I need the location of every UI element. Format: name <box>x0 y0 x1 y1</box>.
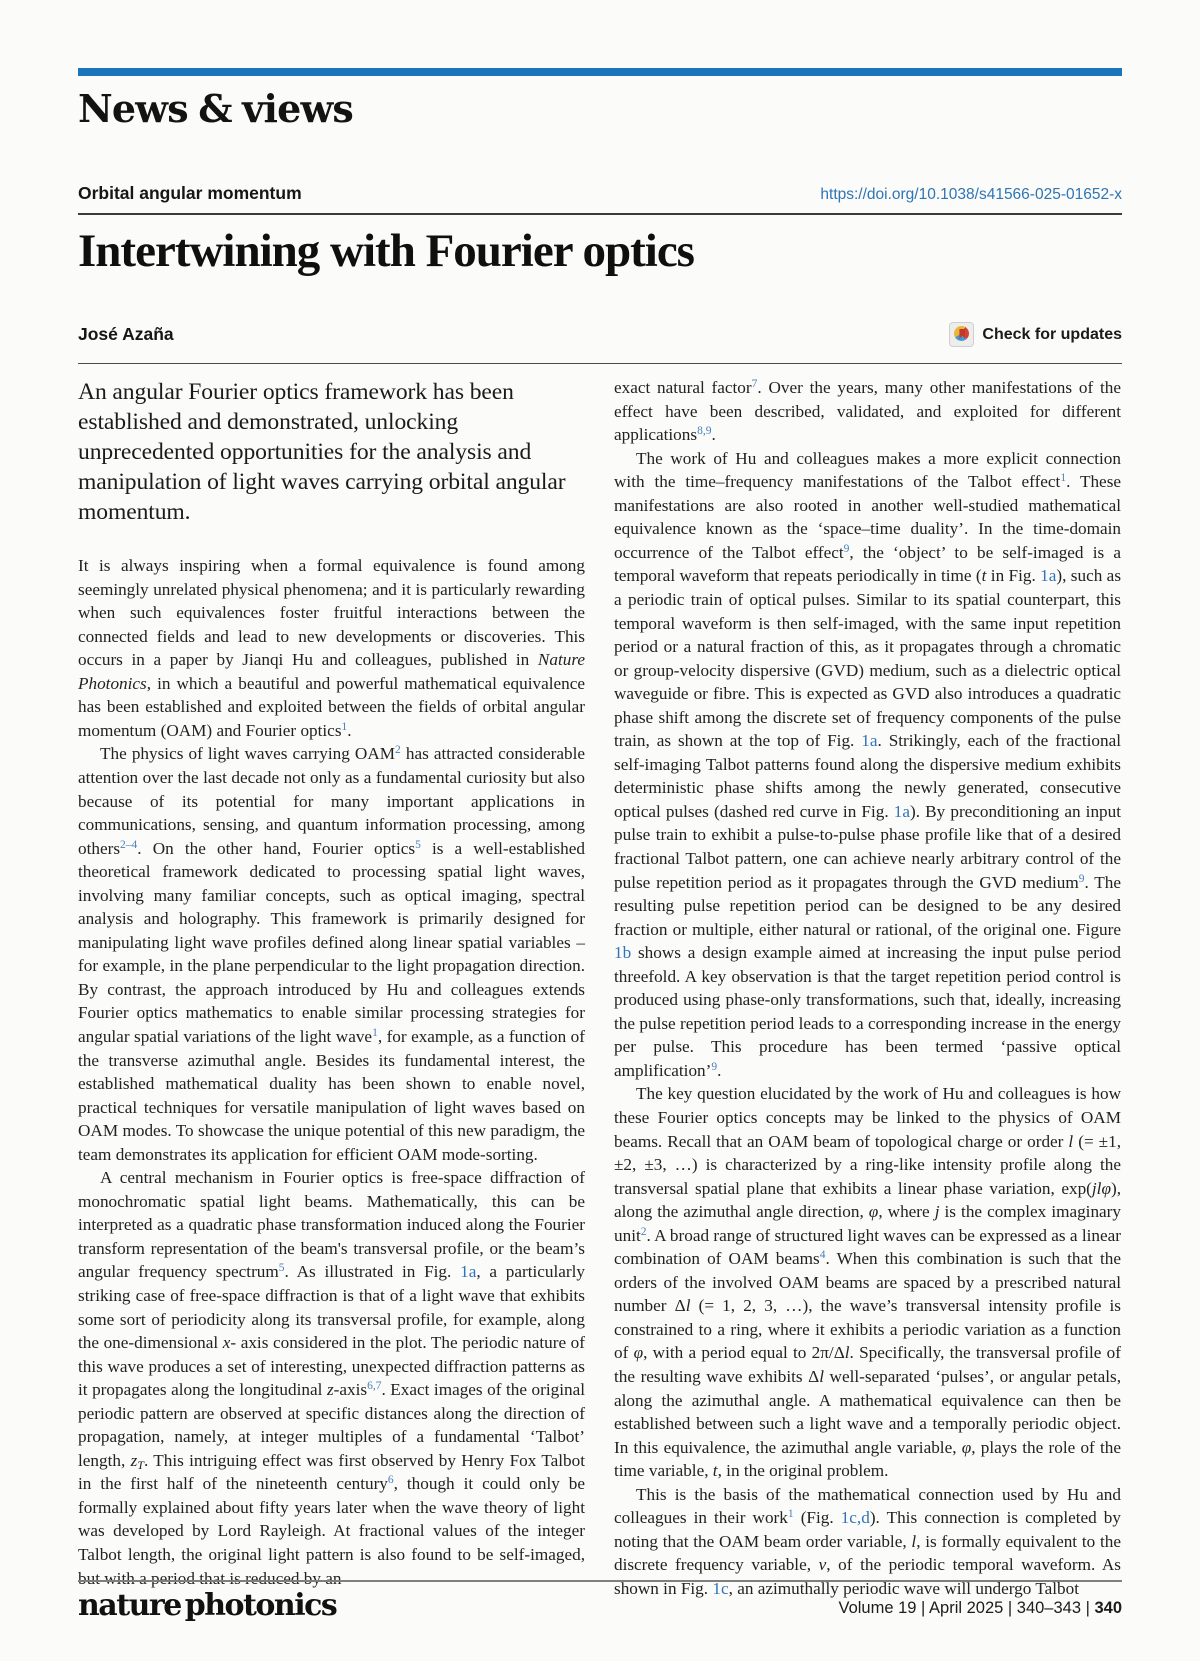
article-paragraph <box>78 742 585 1166</box>
italic-text: l <box>911 1531 917 1551</box>
text-run: (= ±1, ±2, ±3, …) is characterized by a ring-like intensity profile along the transversal spatial plane that exhibits a linear phase variation, exp( <box>614 1131 1121 1198</box>
text-run: A central mechanism in Fourier optics is free-space diffraction of monochromatic spatial light beams. Mathematically, this can be interpreted as a quadratic phase transformation induced along the Fourier transform representation of the beam's transversal profile, or the beam’s angular frequency spectrum <box>78 1168 585 1282</box>
author-row <box>78 322 1122 347</box>
column-right <box>614 376 1121 1600</box>
italic-text: φ <box>868 1202 879 1222</box>
reference-link[interactable]: 2 <box>395 744 401 757</box>
figure-link[interactable]: 1a <box>861 731 878 751</box>
text-run: . The resulting pulse repetition period can be designed to be any desired fraction or multiple, either natural or rational, of the original one. Figure <box>614 872 1121 939</box>
italic-text: z <box>130 1450 138 1470</box>
section-title: News & views <box>78 86 353 131</box>
text-run: The key question elucidated by the work of Hu and colleagues is how these Fourier optics concepts may be linked to the physics of OAM beams. Recall that an OAM beam of topological charge or order <box>614 1084 1121 1151</box>
text-run: , the ‘object’ to be self-imaged is a temporal waveform that repeats periodically in time ( <box>614 542 1122 586</box>
text-run: ), such as a periodic train of optical pulses. Similar to its spatial counterpart, this temporal waveform is then self-imaged, with the same input repetition period or a natural fraction of this, as it propagates through a chromatic or group-velocity dispersive (GVD) medium, such as a dielectric optical waveguide or fibre. This is expected as GVD also introduces a quadratic phase shift among the discrete set of frequency components of the pulse train, as shown at the top of Fig. <box>614 566 1122 751</box>
article-paragraph <box>614 447 1121 1083</box>
text-run: . A broad range of structured light waves can be expressed as a linear combination of OAM beams <box>614 1225 1121 1269</box>
text-run: , is formally equivalent to the discrete frequency variable, <box>614 1531 1121 1575</box>
journal-logo: nature photonics <box>78 1588 337 1623</box>
reference-link[interactable]: 7 <box>751 378 758 391</box>
text-run: well-separated ‘pulses’, or angular petals, along the azimuthal angle. A mathematical equivalence can then be established between such a light wave and a temporally periodic object. In this equivalence, the azimuthal angle variable, <box>614 1367 1121 1457</box>
article-body <box>78 376 1122 1600</box>
text-run: It is always inspiring when a formal equivalence is found among seemingly unrelated physical phenomena; and it is particularly rewarding when such equivalences foster fruitful interactions between the connected fields and lead to new developments or discoveries. This occurs in a paper by Jianqi Hu and colleagues, published in <box>78 556 585 670</box>
text-run: , in the original problem. <box>717 1461 889 1481</box>
reference-link[interactable]: 1 <box>341 720 348 733</box>
text-run: The physics of light waves carrying OAM <box>100 744 396 764</box>
reference-link[interactable]: 6,7 <box>367 1380 382 1393</box>
reference-link[interactable]: 1 <box>787 1508 794 1521</box>
italic-text: l <box>1068 1131 1074 1151</box>
author-name: José Azaña <box>78 324 174 345</box>
italic-text: l <box>844 1343 850 1363</box>
subject-label: Orbital angular momentum <box>78 183 302 203</box>
text-run: . Over the years, many other manifestations of the effect have been described, validated, and exploited for different applications <box>614 378 1121 445</box>
text-run: -axis <box>333 1380 368 1400</box>
masthead-accent-bar <box>78 68 1122 76</box>
text-run: in Fig. <box>986 566 1041 586</box>
text-run: (Fig. <box>793 1508 841 1528</box>
figure-link[interactable]: 1a <box>893 801 911 821</box>
check-for-updates-label: Check for updates <box>982 325 1122 343</box>
page-number: 340 <box>1094 1599 1122 1617</box>
standfirst: An angular Fourier optics framework has been established and demonstrated, unlocking unprecedented opportunities for the analysis and manipulation of light waves carrying orbital angular momentum. <box>78 379 566 526</box>
text-run: , a particularly striking case of free-space diffraction is that of a light wave that exhibits some sort of periodicity along its transversal profile, for example, along the one-dimensional <box>78 1262 585 1353</box>
text-run: . Strikingly, each of the fractional self-imaging Talbot patterns found along the dispersive medium exhibits deterministic phase shifts among the newly generated, consecutive optical pulses (dashed red curve in Fig. <box>614 731 1121 821</box>
article-paragraph <box>78 554 585 742</box>
text-run: The work of Hu and colleagues makes a more explicit connection with the time–frequency manifestations of the Talbot effect <box>614 448 1121 492</box>
reference-link[interactable]: 2 <box>640 1225 647 1238</box>
text-run: , an azimuthally periodic wave will undergo Talbot <box>728 1578 1080 1598</box>
author-rule <box>78 363 1122 364</box>
figure-link[interactable]: 1a <box>460 1262 477 1282</box>
text-run: , in which a beautiful and powerful mathematical equivalence has been established and exploited between the fields of orbital angular momentum (OAM) and Fourier optics <box>78 673 585 740</box>
reference-link[interactable]: 1 <box>1060 472 1067 485</box>
figure-link[interactable]: 1a <box>1040 566 1057 586</box>
text-run: is the complex imaginary unit <box>614 1202 1121 1245</box>
text-run: ). By preconditioning an input pulse train to exhibit a pulse-to-pulse phase profile like that of a desired fractional Talbot pattern, one can achieve nearly arbitrary control of the pulse repetition period as it propagates through the GVD medium <box>614 801 1122 892</box>
text-run: ), along the azimuthal angle direction, <box>614 1178 1121 1222</box>
italic-text: l <box>685 1296 691 1316</box>
footer-rule <box>78 1580 1122 1582</box>
text-run: , where <box>878 1202 935 1222</box>
reference-link[interactable]: 5 <box>278 1262 285 1275</box>
text-run: , for example, as a function of the transverse azimuthal angle. Besides its fundamental interest, the established mathematical duality has been shown to enable novel, practical techniques for versatile manipulation of light waves based on OAM modes. To showcase the unique potential of this new paradigm, the team demonstrates its application for efficient OAM mode-sorting. <box>78 1026 585 1164</box>
crossmark-icon <box>949 322 974 347</box>
reference-link[interactable]: 9 <box>1078 872 1085 885</box>
article-paragraph <box>78 1166 585 1590</box>
text-run: . This intriguing effect was first observed by Henry Fox Talbot in the first half of the nineteenth century <box>78 1450 585 1494</box>
text-run: , though it could only be formally explained about fifty years later when the wave theory of light was developed by Lord Rayleigh. At fractional values of the integer Talbot length, the original light pattern is also found to be self-imaged, but with a period that is reduced by an <box>78 1474 585 1588</box>
italic-text: φ <box>633 1343 644 1363</box>
text-run: . <box>717 1060 722 1080</box>
italic-text: ν <box>818 1555 827 1575</box>
column-right-paragraphs <box>614 376 1121 1600</box>
doi-link[interactable]: https://doi.org/10.1038/s41566-025-01652-x <box>820 186 1122 203</box>
figure-link[interactable]: 1c,d <box>840 1508 870 1528</box>
text-run: has attracted considerable attention over the last decade not only as a fundamental curiosity but also because of its potential for many important applications in communications, sensing, and quantum information processing, among others <box>78 744 585 858</box>
text-run: is a well-established theoretical framework dedicated to processing spatial light waves, involving many familiar concepts, such as optical imaging, spectral analysis and holography. This framework is primarily designed for manipulating light wave profiles defined along linear spatial variables – for example, in the plane perpendicular to the light propagation direction. By contrast, the approach introduced by Hu and colleagues extends Fourier optics mathematics to enable similar processing strategies for angular spatial variations of the light wave <box>78 838 585 1046</box>
text-run: ). This connection is completed by noting that the OAM beam order variable, <box>614 1508 1121 1551</box>
text-run: This is the basis of the mathematical connection used by Hu and colleagues in their work <box>614 1484 1121 1528</box>
figure-link[interactable]: 1b <box>614 943 632 963</box>
article-paragraph <box>614 376 1121 447</box>
subject-row <box>78 183 1122 204</box>
italic-text: z <box>326 1380 334 1400</box>
italic-text: t <box>981 566 987 586</box>
column-left-paragraphs <box>78 554 585 1590</box>
text-run: exact natural factor <box>614 378 752 398</box>
italic-text: Nature Photonics <box>78 650 585 693</box>
text-run: . <box>347 720 352 740</box>
text-run: . When this combination is such that the orders of the involved OAM beams are spaced by a prescribed natural number Δ <box>614 1249 1121 1316</box>
text-run: . Specifically, the transversal profile of the resulting wave exhibits Δ <box>614 1343 1121 1387</box>
header-rule <box>78 213 1122 215</box>
italic-text: t <box>712 1461 718 1481</box>
reference-link[interactable]: 4 <box>819 1249 826 1262</box>
text-run: , with a period equal to 2π/Δ <box>643 1343 845 1363</box>
text-run: (= 1, 2, 3, …), the wave’s transversal intensity profile is constrained to a ring, where it exhibits a periodic variation as a function of <box>614 1296 1121 1363</box>
text-run: , plays the role of the time variable, <box>614 1437 1121 1481</box>
reference-link[interactable]: 9 <box>843 542 850 555</box>
italic-text: l <box>819 1367 824 1387</box>
check-for-updates-button[interactable] <box>949 322 1122 347</box>
article-page <box>0 68 1200 1600</box>
text-run: . Exact images of the original periodic pattern are observed at specific distances along the direction of propagation, namely, at integer multiples of a fundamental ‘Talbot’ length, <box>78 1380 585 1470</box>
column-left <box>78 376 585 1600</box>
italic-text: x <box>222 1333 231 1353</box>
italic-text: j <box>934 1202 940 1222</box>
text-run: . These manifestations are also rooted in another well-studied mathematical equivalence known as the ‘space–time duality’. In the time-domain occurrence of the Talbot effect <box>614 472 1122 562</box>
text-run: , of the periodic temporal waveform. As shown in Fig. <box>614 1555 1121 1598</box>
figure-link[interactable]: 1c <box>712 1578 729 1598</box>
reference-link[interactable]: 2–4 <box>120 838 138 851</box>
text-run: - axis considered in the plot. The periodic nature of this wave produces a set of interesting, unexpected diffraction patterns as it propagates along the longitudinal <box>78 1333 585 1400</box>
reference-link[interactable]: 5 <box>415 838 421 851</box>
text-run: shows a design example aimed at increasing the input pulse period threefold. A key observation is that the target repetition period control is produced using phase-only transformations, such that, ideally, increasing the pulse repetition period leads to a corresponding increase in the energy per pulse. This procedure has been termed ‘passive optical amplification’ <box>614 943 1121 1080</box>
reference-link[interactable]: 1 <box>372 1026 378 1039</box>
issue-info <box>839 1599 1123 1618</box>
article-title: Intertwining with Fourier optics <box>78 225 694 277</box>
text-run: . On the other hand, Fourier optics <box>137 838 416 858</box>
reference-link[interactable]: 8,9 <box>697 425 712 438</box>
article-paragraph <box>614 1082 1121 1482</box>
reference-link[interactable]: 9 <box>711 1060 718 1073</box>
page-footer <box>78 1580 1122 1621</box>
text-run: . As illustrated in Fig. <box>284 1262 461 1282</box>
subscript-text: T <box>137 1457 144 1472</box>
italic-text: jlφ <box>1091 1178 1111 1198</box>
text-run: . <box>711 425 716 445</box>
reference-link[interactable]: 6 <box>387 1474 394 1487</box>
italic-text: φ <box>961 1437 972 1457</box>
issue-info-text: Volume 19 | April 2025 | 340–343 | <box>838 1599 1095 1617</box>
